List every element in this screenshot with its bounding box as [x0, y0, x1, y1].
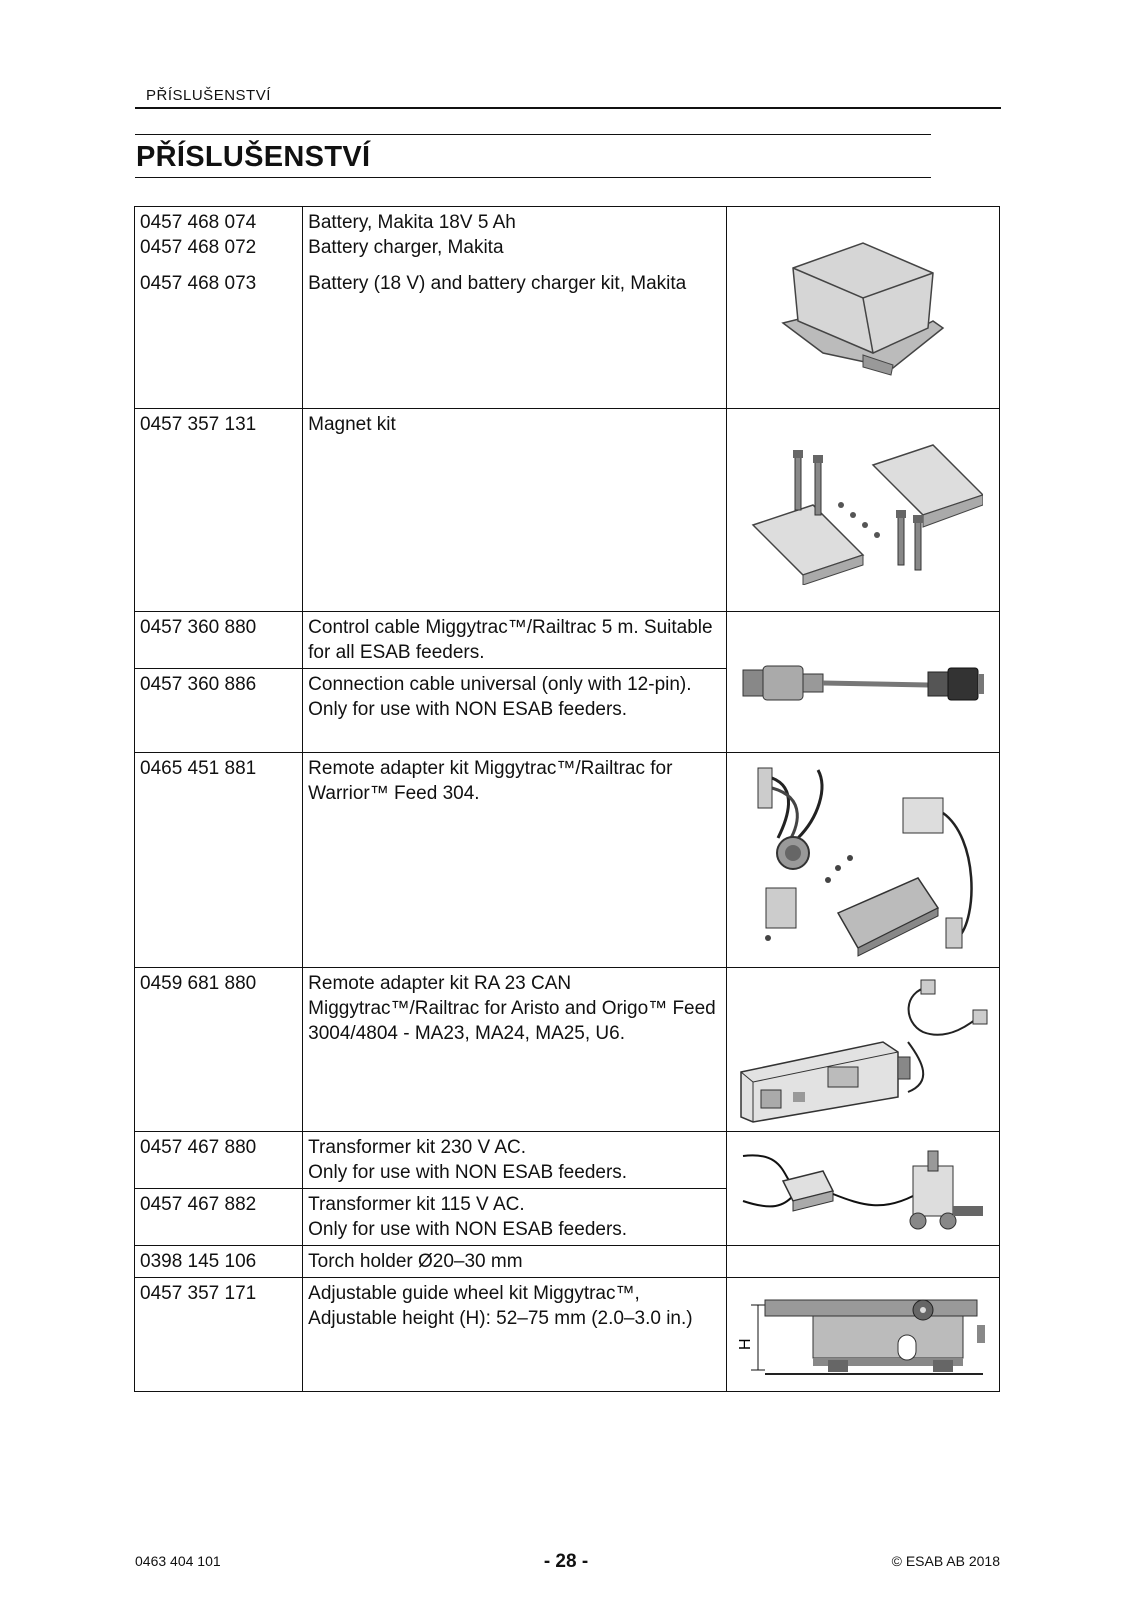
part-number: 0457 360 886 — [140, 674, 257, 695]
part-number-cell — [135, 612, 303, 669]
transformer-icon — [733, 1136, 993, 1241]
description-cell — [303, 1132, 727, 1189]
table-row — [135, 1246, 1000, 1278]
circuit-board-icon — [738, 758, 988, 963]
table-row — [135, 968, 1000, 1132]
part-note: Only for use with NON ESAB feeders. — [308, 1162, 628, 1183]
part-description: Battery charger, Makita — [308, 237, 504, 258]
part-number-cell — [135, 753, 303, 968]
running-header: PŘÍSLUŠENSTVÍ — [146, 87, 271, 104]
transformer-illustration — [727, 1132, 1000, 1246]
description-cell — [303, 669, 727, 753]
title-rule-bottom — [135, 177, 931, 178]
part-number: 0457 467 882 — [140, 1194, 257, 1215]
guide-wheel-icon — [733, 1290, 993, 1380]
table-row — [135, 1278, 1000, 1392]
title-rule-top — [135, 134, 931, 135]
part-number-cell — [135, 1189, 303, 1246]
part-description: Control cable Miggytrac™/Railtrac 5 m. Suitable for all ESAB feeders. — [308, 617, 713, 663]
part-description: Torch holder Ø20–30 mm — [308, 1251, 523, 1272]
table-row — [135, 612, 1000, 669]
description-cell — [303, 753, 727, 968]
table-row — [135, 1132, 1000, 1189]
battery-illustration — [727, 207, 1000, 409]
description-cell — [303, 612, 727, 669]
part-number-cell — [135, 968, 303, 1132]
part-description: Remote adapter kit Miggytrac™/Railtrac for Warrior™ Feed 304. — [308, 758, 673, 804]
part-number: 0457 468 074 — [140, 212, 257, 233]
document-number: 0463 404 101 — [135, 1553, 221, 1569]
page-number: - 28 - — [543, 1551, 589, 1572]
header-rule — [135, 107, 1001, 109]
part-description: Transformer kit 230 V AC. — [308, 1137, 527, 1158]
part-description: Magnet kit — [308, 414, 396, 435]
description-cell — [303, 409, 727, 612]
part-description: Connection cable universal (only with 12-pin). — [308, 674, 692, 695]
part-number: 0457 360 880 — [140, 617, 257, 638]
description-cell — [303, 1246, 727, 1278]
remote-adapter-warrior-illustration — [727, 753, 1000, 968]
part-number: 0457 467 880 — [140, 1137, 257, 1158]
magnet-kit-illustration — [727, 409, 1000, 612]
table-row — [135, 753, 1000, 968]
part-description: Battery (18 V) and battery charger kit, Makita — [308, 273, 687, 294]
cable-illustration — [727, 612, 1000, 753]
part-note: Only for use with NON ESAB feeders. — [308, 1219, 628, 1240]
part-number: 0398 145 106 — [140, 1251, 257, 1272]
description-cell — [303, 207, 727, 409]
empty-image-cell — [727, 1246, 1000, 1278]
part-number: 0457 357 171 — [140, 1283, 257, 1304]
remote-adapter-ra23-illustration — [727, 968, 1000, 1132]
table-row — [135, 409, 1000, 612]
part-number-cell — [135, 669, 303, 753]
cable-icon — [738, 652, 988, 712]
part-description: Battery, Makita 18V 5 Ah — [308, 212, 516, 233]
page-title: PŘÍSLUŠENSTVÍ — [136, 141, 371, 173]
description-cell — [303, 1189, 727, 1246]
part-description: Transformer kit 115 V AC. — [308, 1194, 525, 1215]
part-number-cell — [135, 409, 303, 612]
accessories-table — [134, 206, 1000, 1392]
part-description: Remote adapter kit RA 23 CAN Miggytrac™/Railtrac for Aristo and Origo™ Feed 3004/4804 - MA23, MA24, MA25, U6. — [308, 973, 716, 1044]
part-number-cell — [135, 1278, 303, 1392]
height-marker: H — [737, 1337, 755, 1350]
table-row — [135, 207, 1000, 409]
part-number-cell — [135, 207, 303, 409]
part-number: 0457 468 073 — [140, 273, 257, 294]
guide-wheel-illustration — [727, 1278, 1000, 1392]
part-number: 0465 451 881 — [140, 758, 257, 779]
part-number-cell — [135, 1246, 303, 1278]
part-number: 0457 468 072 — [140, 237, 257, 258]
copyright: © ESAB AB 2018 — [891, 1553, 1000, 1569]
part-number: 0459 681 880 — [140, 973, 257, 994]
ra23-adapter-icon — [733, 972, 993, 1127]
magnet-kit-icon — [743, 435, 983, 585]
description-cell — [303, 1278, 727, 1392]
part-description: Adjustable guide wheel kit Miggytrac™, Adjustable height (H): 52–75 mm (2.0–3.0 in.) — [308, 1283, 693, 1329]
battery-icon — [763, 233, 963, 383]
part-note: Only for use with NON ESAB feeders. — [308, 699, 628, 720]
description-cell — [303, 968, 727, 1132]
part-number-cell — [135, 1132, 303, 1189]
part-number: 0457 357 131 — [140, 414, 257, 435]
